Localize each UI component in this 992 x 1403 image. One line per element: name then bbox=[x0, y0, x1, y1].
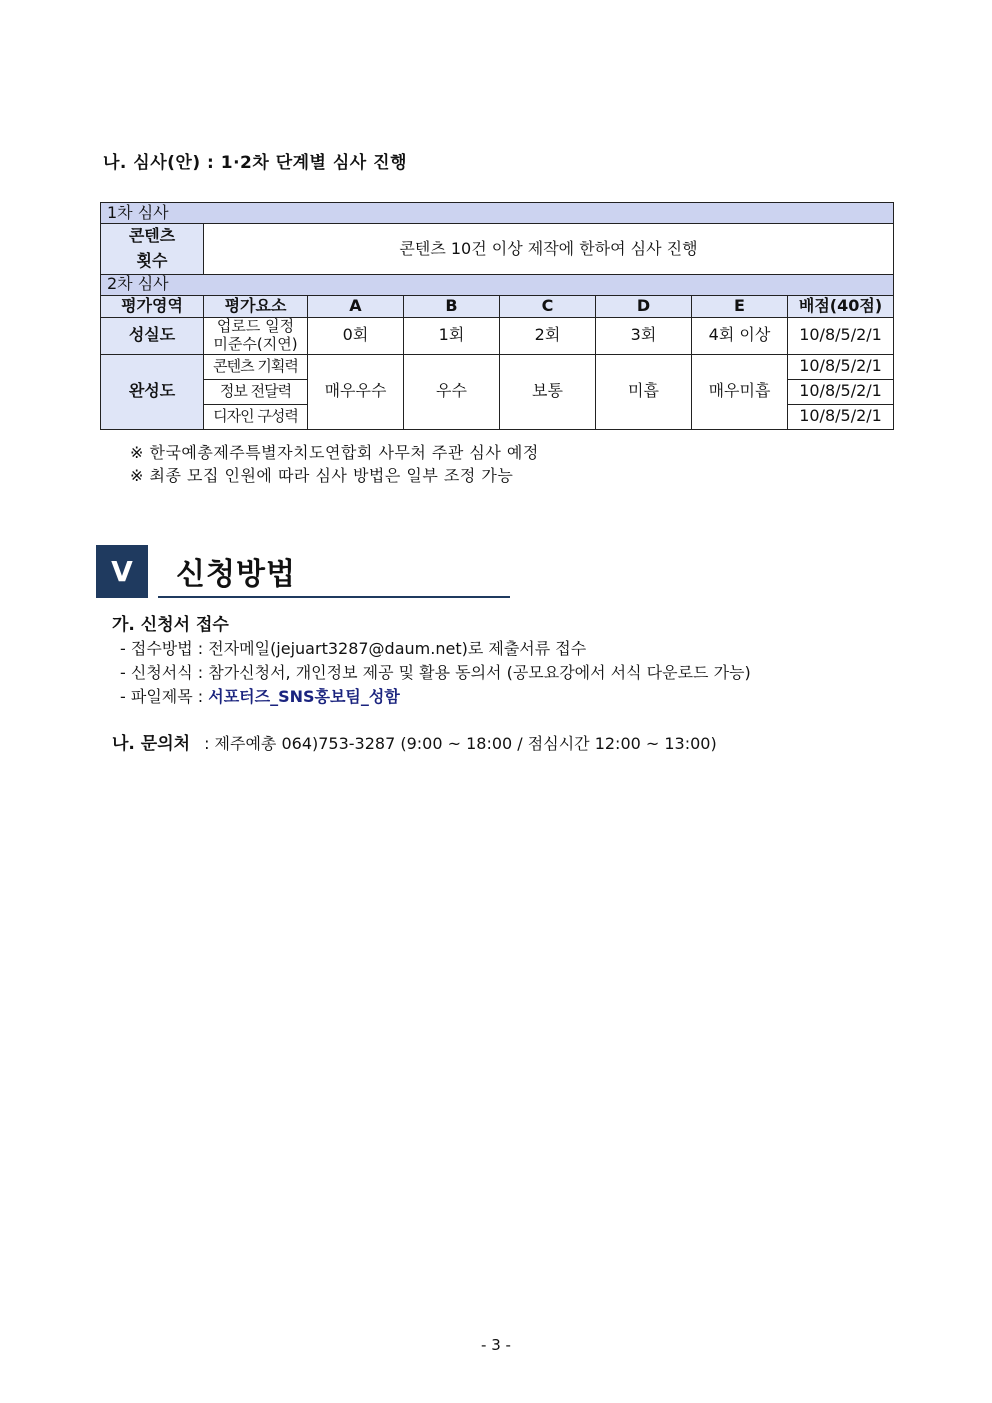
grade-e: 매우미흡 bbox=[692, 354, 788, 429]
grade-e: 4회 이상 bbox=[692, 317, 788, 354]
header-area: 평가영역 bbox=[101, 295, 204, 317]
apply-title: 가. 신청서 접수 bbox=[112, 615, 229, 635]
apply-section bbox=[112, 610, 751, 709]
note-item: ※ 한국예총제주특별자치도연합회 사무처 주관 심사 예정 bbox=[130, 443, 539, 462]
header-c: C bbox=[500, 295, 596, 317]
contact-section bbox=[112, 729, 717, 754]
grade-d: 3회 bbox=[596, 317, 692, 354]
apply-method: - 접수방법 : 전자메일(jejuart3287@daum.net)로 제출서류 접수 bbox=[120, 639, 587, 658]
grade-c: 2회 bbox=[500, 317, 596, 354]
element-delivery: 정보 전달력 bbox=[204, 379, 308, 404]
score-planning: 10/8/5/2/1 bbox=[788, 354, 894, 379]
header-e: E bbox=[692, 295, 788, 317]
filename-label: - 파일제목 : bbox=[120, 687, 209, 706]
area-sincerity: 성실도 bbox=[101, 317, 204, 354]
grade-b: 우수 bbox=[404, 354, 500, 429]
section-number-badge: V bbox=[96, 545, 148, 598]
section-underline bbox=[158, 596, 510, 598]
area-completion: 완성도 bbox=[101, 354, 204, 429]
element-design: 디자인 구성력 bbox=[204, 404, 308, 429]
grade-d: 미흡 bbox=[596, 354, 692, 429]
grade-b: 1회 bbox=[404, 317, 500, 354]
apply-filename bbox=[112, 685, 751, 709]
notes bbox=[130, 441, 539, 487]
header-b: B bbox=[404, 295, 500, 317]
contact-label: 나. 문의처 bbox=[112, 734, 191, 754]
stage2-label: 2차 심사 bbox=[101, 274, 894, 295]
content-count-label: 콘텐츠 횟수 bbox=[101, 224, 204, 275]
header-element: 평가요소 bbox=[204, 295, 308, 317]
stage1-desc: 콘텐츠 10건 이상 제작에 한하여 심사 진행 bbox=[204, 224, 894, 275]
grade-a: 매우우수 bbox=[308, 354, 404, 429]
stage1-label: 1차 심사 bbox=[101, 203, 894, 224]
header-d: D bbox=[596, 295, 692, 317]
filename-value: 서포터즈_SNS홍보팀_성함 bbox=[208, 687, 400, 706]
section-na-title: 나. 심사(안) : 1·2차 단계별 심사 진행 bbox=[103, 153, 407, 173]
contact-value: : 제주예총 064)753-3287 (9:00 ~ 18:00 / 점심시간 12:00 ~ 13:00) bbox=[204, 734, 717, 753]
grade-a: 0회 bbox=[308, 317, 404, 354]
score-delivery: 10/8/5/2/1 bbox=[788, 379, 894, 404]
apply-form: - 신청서식 : 참가신청서, 개인정보 제공 및 활용 동의서 (공모요강에서 서식 다운로드 가능) bbox=[120, 663, 751, 682]
note-item: ※ 최종 모집 인원에 따라 심사 방법은 일부 조정 가능 bbox=[130, 466, 514, 485]
header-score: 배점(40점) bbox=[788, 295, 894, 317]
section-title: 신청방법 bbox=[176, 557, 296, 592]
header-a: A bbox=[308, 295, 404, 317]
element-planning: 콘텐츠 기획력 bbox=[204, 354, 308, 379]
review-table bbox=[100, 202, 894, 430]
grade-c: 보통 bbox=[500, 354, 596, 429]
score-sincerity: 10/8/5/2/1 bbox=[788, 317, 894, 354]
element-upload-schedule: 업로드 일정 미준수(지연) bbox=[204, 317, 308, 354]
page-number: - 3 - bbox=[481, 1336, 511, 1354]
score-design: 10/8/5/2/1 bbox=[788, 404, 894, 429]
